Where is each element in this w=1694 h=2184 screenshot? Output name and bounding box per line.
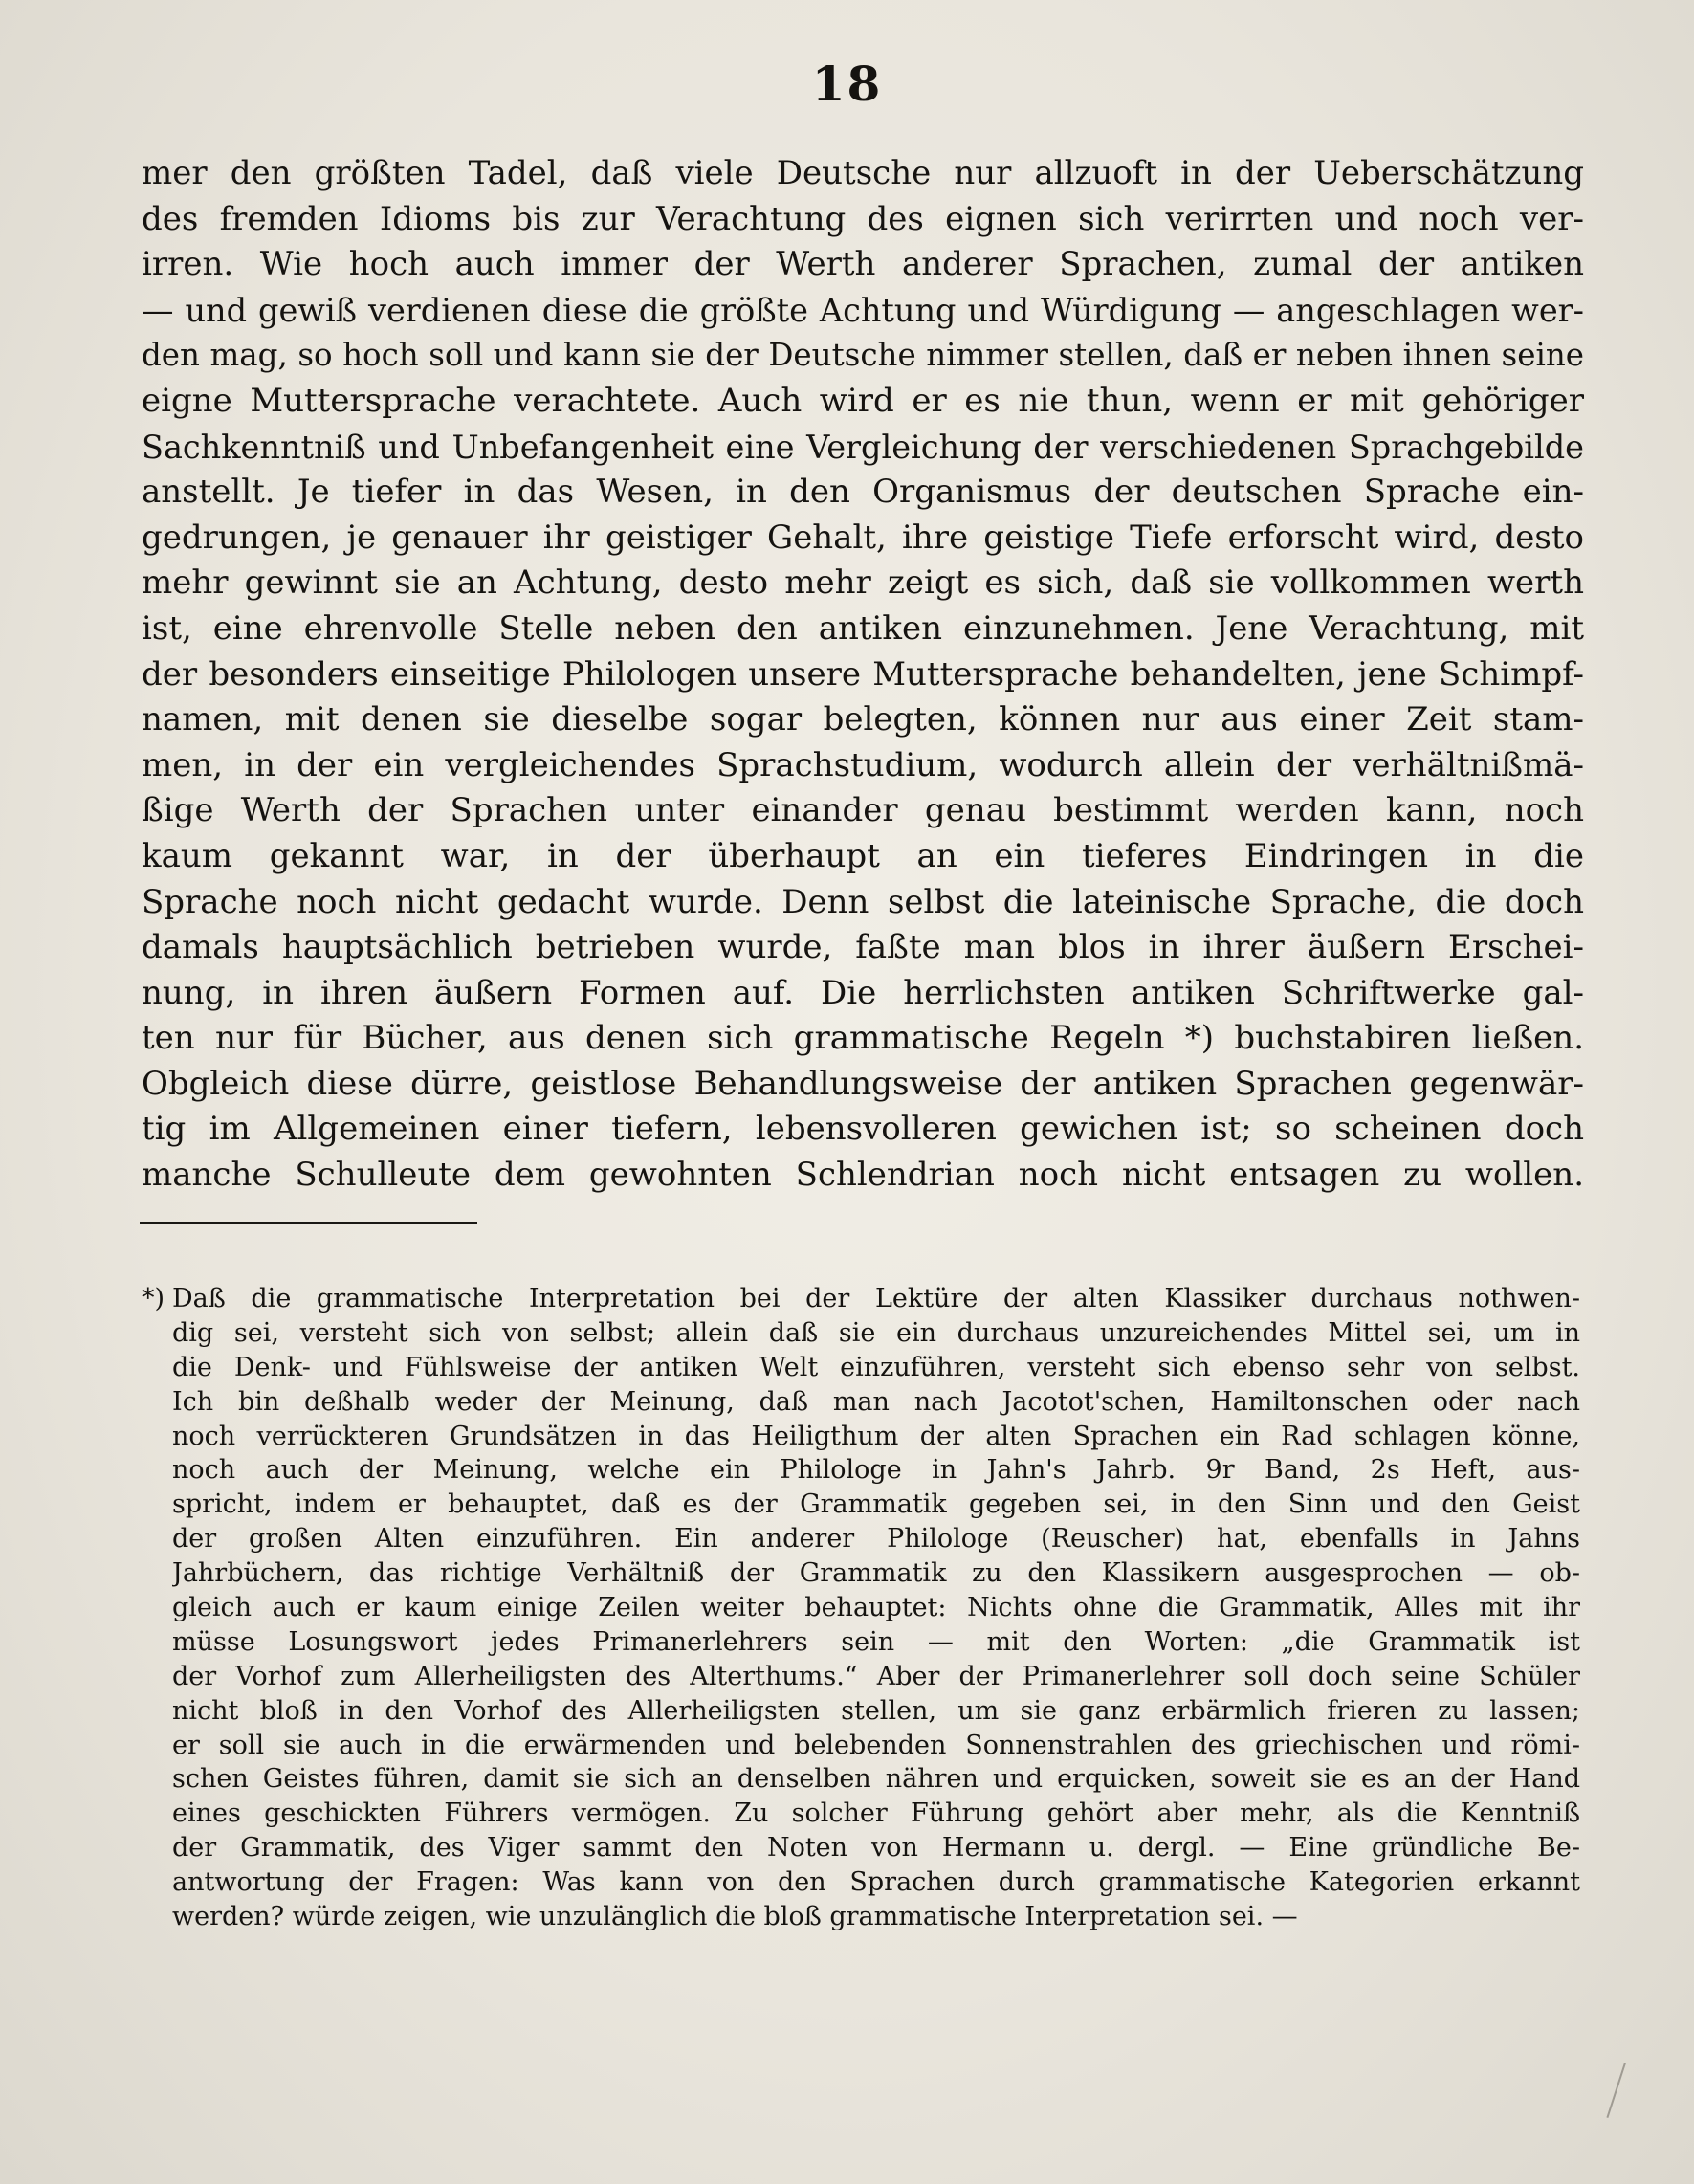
main-text-line: ßige Werth der Sprachen unter einander genau bestimmt werden kann, noch bbox=[142, 791, 1584, 830]
footnote-line: dig sei, versteht sich von selbst; allein daß sie ein durchaus unzureichendes Mittel sei, um in bbox=[172, 1317, 1580, 1348]
main-text-line: des fremden Idioms bis zur Verachtung des eignen sich verirrten und noch ver- bbox=[142, 199, 1584, 238]
footnote-line: gleich auch er kaum einige Zeilen weiter behauptet: Nichts ohne die Grammatik, Alles mit ihr bbox=[172, 1593, 1580, 1623]
footnote-block bbox=[142, 1282, 1580, 1934]
footnote-line: der großen Alten einzuführen. Ein anderer Philologe (Reuscher) hat, ebenfalls in Jahns bbox=[172, 1524, 1580, 1555]
footnote-line: Ich bin deßhalb weder der Meinung, daß man nach Jacotot'schen, Hamiltonschen oder nach bbox=[172, 1386, 1580, 1417]
main-text-line: — und gewiß verdienen diese die größte Achtung und Würdigung — angeschlagen wer- bbox=[142, 291, 1584, 329]
footnote-line: noch verrückteren Grundsätzen in das Heiligthum der alten Sprachen ein Rad schlagen könne, bbox=[172, 1421, 1580, 1451]
main-text-line: ten nur für Bücher, aus denen sich grammatische Regeln *) buchstabiren ließen. bbox=[142, 1019, 1584, 1058]
footnote-line: Daß die grammatische Interpretation bei der Lektüre der alten Klassiker durchaus nothwen- bbox=[172, 1284, 1580, 1313]
main-text-line: irren. Wie hoch auch immer der Werth anderer Sprachen, zumal der antiken bbox=[142, 245, 1584, 284]
main-text-line: gedrungen, je genauer ihr geistiger Gehalt, ihre geistige Tiefe erforscht wird, desto bbox=[142, 518, 1584, 557]
footnote-line: die Denk- und Fühlsweise der antiken Welt einzuführen, versteht sich ebenso sehr von selbst. bbox=[172, 1352, 1580, 1382]
footnote-divider bbox=[140, 1222, 477, 1224]
footnote-line: spricht, indem er behauptet, daß es der Grammatik gegeben sei, in den Sinn und den Geist bbox=[172, 1489, 1580, 1520]
main-text-line: Sachkenntniß und Unbefangenheit eine Vergleichung der verschiedenen Sprachgebilde bbox=[142, 428, 1584, 466]
footnote-line: er soll sie auch in die erwärmenden und belebenden Sonnenstrahlen des griechischen und römi- bbox=[172, 1730, 1580, 1760]
footnote-line: müsse Losungswort jedes Primanerlehrers sein — mit den Worten: „die Grammatik ist bbox=[172, 1626, 1580, 1657]
main-text-line: kaum gekannt war, in der überhaupt an ein tieferes Eindringen in die bbox=[142, 836, 1584, 875]
footnote-line: der Vorhof zum Allerheiligsten des Alterthums.“ Aber der Primanerlehrer soll doch seine Schüler bbox=[172, 1661, 1580, 1691]
main-text-line: manche Schulleute dem gewohnten Schlendrian noch nicht entsagen zu wollen. bbox=[142, 1156, 1584, 1195]
main-text-line: anstellt. Je tiefer in das Wesen, in den Organismus der deutschen Sprache ein- bbox=[142, 473, 1584, 512]
pencil-mark bbox=[1594, 2059, 1626, 2118]
main-text-line: tig im Allgemeinen einer tiefern, lebensvolleren gewichen ist; so scheinen doch bbox=[142, 1110, 1584, 1149]
main-text-line: men, in der ein vergleichendes Sprachstudium, wodurch allein der verhältnißmä- bbox=[142, 745, 1584, 784]
main-text-line: nung, in ihren äußern Formen auf. Die herrlichsten antiken Schriftwerke gal- bbox=[142, 973, 1584, 1012]
main-text-line: ist, eine ehrenvolle Stelle neben den antiken einzunehmen. Jene Verachtung, mit bbox=[142, 608, 1584, 648]
main-text-line: Obgleich diese dürre, geistlose Behandlungsweise der antiken Sprachen gegenwär- bbox=[142, 1064, 1584, 1103]
main-text-line: eigne Muttersprache verachtete. Auch wird er es nie thun, wenn er mit gehöriger bbox=[142, 381, 1584, 420]
footnote-line: der Grammatik, des Viger sammt den Noten von Hermann u. dergl. — Eine gründliche Be- bbox=[172, 1833, 1580, 1864]
main-text-line: mehr gewinnt sie an Achtung, desto mehr zeigt es sich, daß sie vollkommen werth bbox=[142, 563, 1584, 603]
footnote-line: antwortung der Fragen: Was kann von den Sprachen durch grammatische Kategorien erkannt bbox=[172, 1867, 1580, 1898]
main-text-line: den mag, so hoch soll und kann sie der Deutsche nimmer stellen, daß er neben ihnen seine bbox=[142, 337, 1584, 374]
main-text-line: der besonders einseitige Philologen unsere Muttersprache behandelten, jene Schimpf- bbox=[142, 654, 1584, 694]
footnote-line: Jahrbüchern, das richtige Verhältniß der Grammatik zu den Klassikern ausgesprochen — ob- bbox=[172, 1558, 1580, 1589]
footnote-line: eines geschickten Führers vermögen. Zu solcher Führung gehört aber mehr, als die Kenntniß bbox=[172, 1798, 1580, 1829]
main-text-line: Sprache noch nicht gedacht wurde. Denn selbst die lateinische Sprache, die doch bbox=[142, 882, 1584, 921]
footnote-marker: *) bbox=[142, 1284, 165, 1313]
footnote-line: nicht bloß in den Vorhof des Allerheiligsten stellen, um sie ganz erbärmlich frieren zu lassen; bbox=[172, 1695, 1580, 1726]
footnote-line: schen Geistes führen, damit sie sich an denselben nähren und erquicken, soweit sie es an der Hand bbox=[172, 1764, 1580, 1795]
main-text-line: namen, mit denen sie dieselbe sogar belegten, können nur aus einer Zeit stam- bbox=[142, 700, 1584, 739]
main-text-line: damals hauptsächlich betrieben wurde, faßte man blos in ihrer äußern Erschei- bbox=[142, 928, 1584, 967]
footnote-line: werden? würde zeigen, wie unzulänglich die bloß grammatische Interpretation sei. — bbox=[172, 1902, 1298, 1932]
main-text-block bbox=[142, 151, 1584, 1199]
footnote-line: noch auch der Meinung, welche ein Philologe in Jahn's Jahrb. 9r Band, 2s Heft, aus- bbox=[172, 1455, 1580, 1486]
page-number: 18 bbox=[811, 55, 883, 112]
main-text-line: mer den größten Tadel, daß viele Deutsche nur allzuoft in der Ueberschätzung bbox=[142, 154, 1584, 192]
